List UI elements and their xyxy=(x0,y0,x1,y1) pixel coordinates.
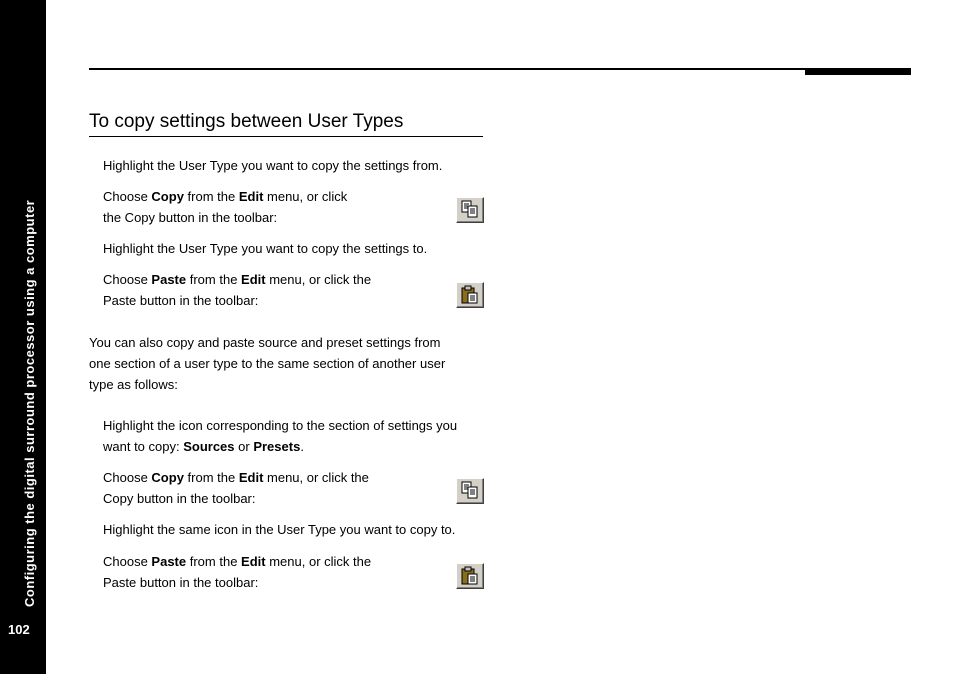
copy-button[interactable] xyxy=(456,197,484,223)
chapter-title: Configuring the digital surround processor using a computer xyxy=(22,199,37,607)
copy-button[interactable] xyxy=(456,478,484,504)
step-7: Highlight the same icon in the User Type you want to copy to. xyxy=(103,522,456,537)
step-4: Choose Paste from the Edit menu, or click the Paste button in the toolbar: xyxy=(103,272,372,308)
paste-icon xyxy=(460,285,480,305)
paste-button[interactable] xyxy=(456,282,484,308)
step-2: Choose Copy from the Edit menu, or click the Copy button in the toolbar: xyxy=(103,189,348,225)
paste-icon xyxy=(460,566,480,586)
copy-icon xyxy=(460,481,480,501)
copy-icon xyxy=(460,200,480,220)
heading-underline xyxy=(89,136,483,137)
step-5: Highlight the icon corresponding to the section of settings you want to copy: Sources or Presets. xyxy=(103,418,458,454)
sidebar xyxy=(0,0,46,674)
header-rule xyxy=(89,68,807,70)
page-number: 102 xyxy=(8,622,30,637)
header-rule-accent xyxy=(805,68,911,75)
step-6: Choose Copy from the Edit menu, or click the Copy button in the toolbar: xyxy=(103,470,369,506)
step-1: Highlight the User Type you want to copy the settings from. xyxy=(103,158,443,173)
paste-button[interactable] xyxy=(456,563,484,589)
step-8: Choose Paste from the Edit menu, or click the Paste button in the toolbar: xyxy=(103,554,372,590)
intro-paragraph: You can also copy and paste source and preset settings from one section of a user type to the same section of another user type as follows: xyxy=(89,335,446,392)
section-heading: To copy settings between User Types xyxy=(89,111,404,132)
step-3: Highlight the User Type you want to copy the settings to. xyxy=(103,241,428,256)
